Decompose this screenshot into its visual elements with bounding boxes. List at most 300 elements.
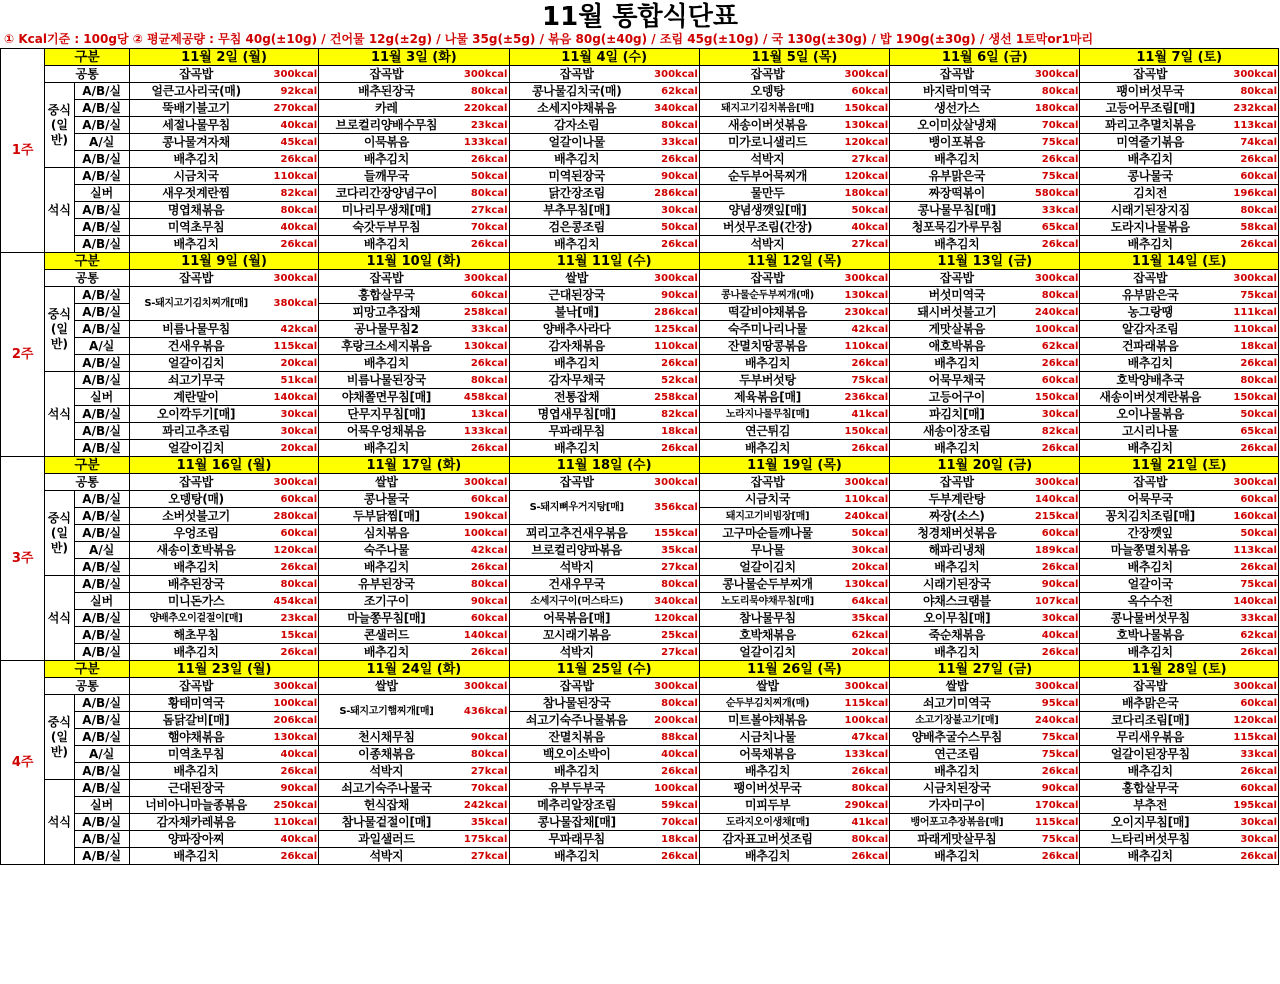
menu-kcal: 190kcal (454, 508, 509, 525)
menu-row (1, 593, 1279, 610)
menu-item: S-돼지고기김치찌개[매] (129, 287, 262, 321)
menu-kcal: 115kcal (1024, 814, 1080, 831)
menu-item: 연근조림 (890, 746, 1024, 763)
menu-kcal: 40kcal (262, 219, 318, 236)
menu-kcal: 26kcal (454, 236, 509, 253)
category-label: A/B/실 (74, 202, 129, 219)
menu-kcal: 230kcal (835, 304, 889, 321)
menu-kcal: 340kcal (644, 100, 699, 117)
menu-kcal: 58kcal (1220, 219, 1279, 236)
menu-kcal: 45kcal (262, 134, 318, 151)
menu-item: 콩나물순두부찌개(매) (699, 287, 835, 304)
menu-kcal: 236kcal (835, 389, 889, 406)
menu-item: 호박양배추국 (1080, 372, 1220, 389)
menu-kcal: 155kcal (644, 525, 699, 542)
category-label: A/B/실 (74, 287, 129, 304)
menu-item: 호박나물볶음 (1080, 627, 1220, 644)
menu-item: 피망고추잡채 (319, 304, 454, 321)
menu-row (1, 287, 1279, 304)
menu-item: 쇠고기숙주나물국 (319, 780, 454, 797)
menu-item: 잡곡밥 (129, 474, 262, 491)
menu-item: 떡갈비야채볶음 (699, 304, 835, 321)
menu-item: 소세지야채볶음 (509, 100, 644, 117)
menu-kcal: 50kcal (835, 525, 889, 542)
day-header: 11월 27일 (금) (890, 661, 1080, 678)
menu-item: 콩나물김치국(매) (509, 83, 644, 100)
menu-item: 오이깍두기[매] (129, 406, 262, 423)
menu-kcal: 33kcal (454, 321, 509, 338)
menu-kcal: 300kcal (835, 270, 889, 287)
category-label: A/B/실 (74, 780, 129, 797)
menu-item: 배추김치 (509, 848, 644, 865)
menu-item: 새송이호박볶음 (129, 542, 262, 559)
menu-item: 새송이장조림 (890, 423, 1024, 440)
day-header: 11월 7일 (토) (1080, 49, 1279, 66)
menu-kcal: 220kcal (454, 100, 509, 117)
menu-item: 배추김치 (509, 151, 644, 168)
menu-item: 생선가스 (890, 100, 1024, 117)
menu-kcal: 75kcal (1024, 134, 1080, 151)
menu-kcal: 80kcal (454, 372, 509, 389)
menu-item: 콩나물겨자채 (129, 134, 262, 151)
menu-item: 계란말이 (129, 389, 262, 406)
menu-kcal: 120kcal (262, 542, 318, 559)
menu-item: 잡곡밥 (1080, 678, 1220, 695)
menu-item: 양배추오이겉절이[매] (129, 610, 262, 627)
menu-item: 무나물 (699, 542, 835, 559)
menu-kcal: 47kcal (835, 729, 889, 746)
menu-item: 꽁치김치조림[매] (1080, 508, 1220, 525)
menu-item: 배추김치 (129, 848, 262, 865)
menu-item: 배추김치 (699, 440, 835, 457)
menu-row (1, 678, 1279, 695)
menu-item: 배추김치 (319, 151, 454, 168)
menu-item: 들깨무국 (319, 168, 454, 185)
menu-kcal: 60kcal (1220, 780, 1279, 797)
category-label: A/B/실 (74, 219, 129, 236)
menu-item: 배추된장국 (319, 83, 454, 100)
menu-item: 이종채볶음 (319, 746, 454, 763)
menu-item: 잔멸치땅콩볶음 (699, 338, 835, 355)
menu-row (1, 372, 1279, 389)
menu-item: 배추김치 (890, 236, 1024, 253)
day-header: 11월 24일 (화) (319, 661, 509, 678)
menu-item: 어묵우엉채볶음 (319, 423, 454, 440)
week-label: 4주 (1, 661, 45, 865)
menu-row (1, 644, 1279, 661)
menu-item: 참나물겉절이[매] (319, 814, 454, 831)
menu-kcal: 59kcal (644, 797, 699, 814)
menu-kcal: 75kcal (1024, 729, 1080, 746)
menu-item: 얼갈이김치 (699, 644, 835, 661)
menu-kcal: 30kcal (1024, 406, 1080, 423)
menu-kcal: 120kcal (1220, 712, 1279, 729)
menu-item: 얼갈이김치 (699, 559, 835, 576)
menu-kcal: 60kcal (1024, 372, 1080, 389)
menu-item: 청경채버섯볶음 (890, 525, 1024, 542)
menu-kcal: 18kcal (1220, 338, 1279, 355)
menu-kcal: 30kcal (835, 542, 889, 559)
menu-item: 배추김치 (319, 440, 454, 457)
menu-row (1, 610, 1279, 627)
menu-item: 순두부김치찌개(매) (699, 695, 835, 712)
menu-kcal: 250kcal (262, 797, 318, 814)
menu-kcal: 52kcal (644, 372, 699, 389)
menu-kcal: 50kcal (835, 202, 889, 219)
menu-kcal: 74kcal (1220, 134, 1279, 151)
menu-kcal: 26kcal (262, 151, 318, 168)
menu-item: 배추김치 (890, 559, 1024, 576)
menu-kcal: 40kcal (835, 219, 889, 236)
menu-row (1, 763, 1279, 780)
menu-item: 배추김치 (1080, 440, 1220, 457)
day-header: 11월 20일 (금) (890, 457, 1080, 474)
menu-kcal: 60kcal (262, 491, 318, 508)
menu-item: 공나물무침2 (319, 321, 454, 338)
category-label: A/B/실 (74, 627, 129, 644)
menu-item: 건새우무국 (509, 576, 644, 593)
menu-kcal: 27kcal (454, 202, 509, 219)
menu-kcal: 300kcal (835, 66, 889, 83)
week-label: 3주 (1, 457, 45, 661)
menu-kcal: 27kcal (644, 559, 699, 576)
serving-guide: ① Kcal기준 : 100g당 ② 평균제공량 : 무침 40g(±10g) / 건어물 12g(±2g) / 나물 35g(±5g) / 볶음 80g(±40g) / 조림 45g(±10g) / 국 130g(±30g) / 밥 190g(±30g) / 생선 1토막or1마리 (4, 32, 1094, 46)
category-label: A/실 (74, 134, 129, 151)
menu-item: 배추김치 (319, 236, 454, 253)
menu-item: 소고기장불고기[매] (890, 712, 1024, 729)
menu-kcal: 240kcal (1024, 712, 1080, 729)
menu-item: 잡곡밥 (699, 66, 835, 83)
menu-kcal: 240kcal (1024, 304, 1080, 321)
menu-item: 검은콩조림 (509, 219, 644, 236)
menu-item: 얼갈이된장무침 (1080, 746, 1220, 763)
menu-item: 김치전 (1080, 185, 1220, 202)
menu-row (1, 202, 1279, 219)
menu-item: 두부버섯탕 (699, 372, 835, 389)
menu-kcal: 60kcal (1220, 168, 1279, 185)
menu-item: 잡곡밥 (890, 474, 1024, 491)
menu-item: 심치볶음 (319, 525, 454, 542)
menu-kcal: 41kcal (835, 406, 889, 423)
menu-item: 옥수수전 (1080, 593, 1220, 610)
menu-kcal: 150kcal (835, 100, 889, 117)
day-header: 11월 17일 (화) (319, 457, 509, 474)
menu-item: 근대된장국 (509, 287, 644, 304)
menu-kcal: 100kcal (454, 525, 509, 542)
menu-kcal: 140kcal (1024, 491, 1080, 508)
menu-item: 감자무채국 (509, 372, 644, 389)
menu-item: 콩나물잡채[매] (509, 814, 644, 831)
menu-kcal: 80kcal (1024, 287, 1080, 304)
menu-kcal: 150kcal (1024, 389, 1080, 406)
menu-item: 코다리조림[매] (1080, 712, 1220, 729)
meal-label-dinner: 석식 (45, 576, 74, 661)
menu-item: 건파래볶음 (1080, 338, 1220, 355)
menu-kcal: 120kcal (835, 168, 889, 185)
menu-item: 야채쫄면무침[매] (319, 389, 454, 406)
menu-row (1, 491, 1279, 508)
menu-item: 꽈리고추조림 (129, 423, 262, 440)
day-header: 11월 26일 (목) (699, 661, 889, 678)
menu-kcal: 30kcal (644, 202, 699, 219)
menu-kcal: 300kcal (1024, 66, 1080, 83)
menu-item: 전통잡채 (509, 389, 644, 406)
menu-kcal: 110kcal (835, 338, 889, 355)
menu-row (1, 355, 1279, 372)
menu-kcal: 300kcal (644, 270, 699, 287)
menu-kcal: 300kcal (1220, 66, 1279, 83)
menu-row (1, 270, 1279, 287)
menu-kcal: 26kcal (1024, 763, 1080, 780)
menu-item: 무파래무침 (509, 423, 644, 440)
menu-item: 석박지 (509, 644, 644, 661)
day-header: 11월 13일 (금) (890, 253, 1080, 270)
menu-item: 잡곡밥 (319, 270, 454, 287)
menu-item: 돼지고기비빔장[매] (699, 508, 835, 525)
menu-kcal: 80kcal (262, 202, 318, 219)
menu-kcal: 300kcal (1024, 474, 1080, 491)
menu-kcal: 26kcal (262, 763, 318, 780)
menu-kcal: 26kcal (454, 355, 509, 372)
menu-item: 석박지 (319, 763, 454, 780)
menu-kcal: 40kcal (262, 746, 318, 763)
menu-kcal: 300kcal (454, 66, 509, 83)
menu-kcal: 92kcal (262, 83, 318, 100)
menu-row (1, 100, 1279, 117)
menu-kcal: 125kcal (644, 321, 699, 338)
menu-item: 오이나물볶음 (1080, 406, 1220, 423)
day-header: 11월 3일 (화) (319, 49, 509, 66)
menu-item: 배추김치 (129, 763, 262, 780)
menu-item: 해파리냉채 (890, 542, 1024, 559)
menu-kcal: 60kcal (1220, 695, 1279, 712)
menu-kcal: 26kcal (1220, 848, 1279, 865)
menu-item: 시래기된장국 (890, 576, 1024, 593)
menu-kcal: 26kcal (262, 644, 318, 661)
menu-kcal: 35kcal (454, 814, 509, 831)
menu-item: 쇠고기무국 (129, 372, 262, 389)
menu-kcal: 26kcal (1220, 440, 1279, 457)
menu-kcal: 130kcal (835, 117, 889, 134)
meal-label-lunch: 중식(일반) (45, 695, 74, 780)
menu-item: 배추김치 (1080, 151, 1220, 168)
menu-row (1, 168, 1279, 185)
menu-item: 고시리나물 (1080, 423, 1220, 440)
menu-item: 쌀밥 (699, 678, 835, 695)
category-label: A/B/실 (74, 763, 129, 780)
category-label: A/실 (74, 746, 129, 763)
day-header: 11월 23일 (월) (129, 661, 318, 678)
day-header: 11월 18일 (수) (509, 457, 699, 474)
menu-item: 부추전 (1080, 797, 1220, 814)
menu-item: 콘샐러드 (319, 627, 454, 644)
menu-kcal: 90kcal (1024, 780, 1080, 797)
menu-kcal: 26kcal (835, 848, 889, 865)
menu-item: 잡곡밥 (319, 66, 454, 83)
menu-item: 배추김치 (1080, 763, 1220, 780)
menu-item: 배추김치 (699, 848, 835, 865)
menu-item: 바지락미역국 (890, 83, 1024, 100)
menu-kcal: 70kcal (1024, 117, 1080, 134)
menu-item: 배추김치 (319, 644, 454, 661)
category-label: A/B/실 (74, 304, 129, 321)
menu-item: 쇠고기미역국 (890, 695, 1024, 712)
menu-item: 도라지오이생채[매] (699, 814, 835, 831)
menu-kcal: 80kcal (1220, 372, 1279, 389)
menu-kcal: 50kcal (644, 219, 699, 236)
menu-item: 배추김치 (509, 236, 644, 253)
day-header: 11월 5일 (목) (699, 49, 889, 66)
menu-kcal: 20kcal (262, 355, 318, 372)
menu-kcal: 160kcal (1220, 508, 1279, 525)
menu-kcal: 62kcal (835, 627, 889, 644)
menu-row (1, 474, 1279, 491)
menu-kcal: 26kcal (1024, 848, 1080, 865)
menu-kcal: 75kcal (1024, 746, 1080, 763)
menu-item: 미역된장국 (509, 168, 644, 185)
menu-item: 뱅어포고추장볶음[매] (890, 814, 1024, 831)
menu-kcal: 40kcal (644, 746, 699, 763)
menu-kcal: 80kcal (454, 83, 509, 100)
menu-kcal: 120kcal (835, 134, 889, 151)
menu-item: 유부된장국 (319, 576, 454, 593)
menu-item: 가자미구이 (890, 797, 1024, 814)
menu-item: 배추김치 (1080, 644, 1220, 661)
menu-item: 얼갈이김치 (129, 440, 262, 457)
menu-row (1, 236, 1279, 253)
menu-item: 새우젓계란찜 (129, 185, 262, 202)
menu-kcal: 26kcal (262, 848, 318, 865)
menu-kcal: 88kcal (644, 729, 699, 746)
menu-kcal: 27kcal (454, 763, 509, 780)
menu-item: 우엉조림 (129, 525, 262, 542)
menu-kcal: 23kcal (454, 117, 509, 134)
menu-kcal: 26kcal (1024, 236, 1080, 253)
menu-item: 오뎅탕(매) (129, 491, 262, 508)
menu-item: 배추김치 (319, 559, 454, 576)
menu-row (1, 83, 1279, 100)
menu-kcal: 27kcal (644, 644, 699, 661)
menu-item: 얼갈이나물 (509, 134, 644, 151)
menu-item: 쌀밥 (509, 270, 644, 287)
day-header: 11월 11일 (수) (509, 253, 699, 270)
menu-item: 메추리알장조림 (509, 797, 644, 814)
menu-kcal: 100kcal (835, 712, 889, 729)
menu-item: 호박채볶음 (699, 627, 835, 644)
menu-kcal: 26kcal (1024, 440, 1080, 457)
menu-row (1, 848, 1279, 865)
meal-label-lunch: 중식(일반) (45, 287, 74, 372)
menu-item: 감자채카레볶음 (129, 814, 262, 831)
day-header: 11월 10일 (화) (319, 253, 509, 270)
menu-item: 노라지나물무침[매] (699, 406, 835, 423)
menu-kcal: 110kcal (1220, 321, 1279, 338)
menu-item: 연근튀김 (699, 423, 835, 440)
menu-kcal: 80kcal (644, 576, 699, 593)
menu-kcal: 60kcal (454, 287, 509, 304)
menu-kcal: 133kcal (454, 134, 509, 151)
menu-kcal: 300kcal (644, 474, 699, 491)
menu-kcal: 140kcal (1220, 593, 1279, 610)
menu-kcal: 80kcal (1220, 83, 1279, 100)
menu-item: 숙주나물 (319, 542, 454, 559)
menu-item: 배추김치 (890, 763, 1024, 780)
menu-kcal: 150kcal (1220, 389, 1279, 406)
menu-kcal: 90kcal (644, 287, 699, 304)
menu-item: 브로컬리양배수무침 (319, 117, 454, 134)
category-label: A/B/실 (74, 695, 129, 712)
menu-item: 농그랑땡 (1080, 304, 1220, 321)
menu-item: 마늘쫑멸치볶음 (1080, 542, 1220, 559)
menu-kcal: 27kcal (454, 848, 509, 865)
menu-item: 돼시버섯불고기 (890, 304, 1024, 321)
menu-item: 제육볶음[매] (699, 389, 835, 406)
menu-item: 홍합살무국 (319, 287, 454, 304)
menu-kcal: 300kcal (644, 678, 699, 695)
menu-kcal: 436kcal (454, 695, 509, 729)
menu-item: 양배추사라다 (509, 321, 644, 338)
category-label: A/B/실 (74, 406, 129, 423)
menu-row (1, 559, 1279, 576)
menu-item: 홍합살무국 (1080, 780, 1220, 797)
category-label: 실버 (74, 185, 129, 202)
menu-kcal: 30kcal (1024, 610, 1080, 627)
menu-row (1, 406, 1279, 423)
week-header-row (1, 49, 1279, 66)
category-label: A/B/실 (74, 559, 129, 576)
menu-row (1, 525, 1279, 542)
menu-kcal: 180kcal (1024, 100, 1080, 117)
menu-item: 미역초무침 (129, 219, 262, 236)
menu-item: 오뎅탕 (699, 83, 835, 100)
menu-kcal: 26kcal (1024, 355, 1080, 372)
category-label: A/B/실 (74, 321, 129, 338)
menu-item: 감자채볶음 (509, 338, 644, 355)
category-label: A/B/실 (74, 831, 129, 848)
menu-row (1, 814, 1279, 831)
day-header: 11월 4일 (수) (509, 49, 699, 66)
menu-item: 돼지고기김치볶음[매] (699, 100, 835, 117)
menu-kcal: 258kcal (644, 389, 699, 406)
menu-item: 유부맑은국 (1080, 287, 1220, 304)
menu-item: 콩나물국 (1080, 168, 1220, 185)
menu-kcal: 286kcal (644, 185, 699, 202)
menu-kcal: 26kcal (262, 559, 318, 576)
menu-item: 오이무침[매] (890, 610, 1024, 627)
menu-kcal: 133kcal (454, 423, 509, 440)
menu-item: 소세지구이(머스타드) (509, 593, 644, 610)
menu-kcal: 26kcal (644, 440, 699, 457)
menu-item: 꾀리고추건새우볶음 (509, 525, 644, 542)
menu-kcal: 340kcal (644, 593, 699, 610)
menu-item: 애호박볶음 (890, 338, 1024, 355)
menu-item: 어묵채볶음 (699, 746, 835, 763)
menu-item: 참나물무침 (699, 610, 835, 627)
category-label: A/B/실 (74, 117, 129, 134)
menu-item: 뚝배기불고기 (129, 100, 262, 117)
menu-kcal: 26kcal (1220, 151, 1279, 168)
menu-kcal: 26kcal (644, 151, 699, 168)
menu-kcal: 300kcal (454, 678, 509, 695)
menu-item: 어묵무국 (1080, 491, 1220, 508)
menu-item: 알감자조림 (1080, 321, 1220, 338)
menu-kcal: 26kcal (454, 151, 509, 168)
menu-kcal: 75kcal (1024, 168, 1080, 185)
menu-kcal: 26kcal (644, 848, 699, 865)
menu-kcal: 82kcal (262, 185, 318, 202)
menu-kcal: 26kcal (835, 440, 889, 457)
menu-row (1, 423, 1279, 440)
